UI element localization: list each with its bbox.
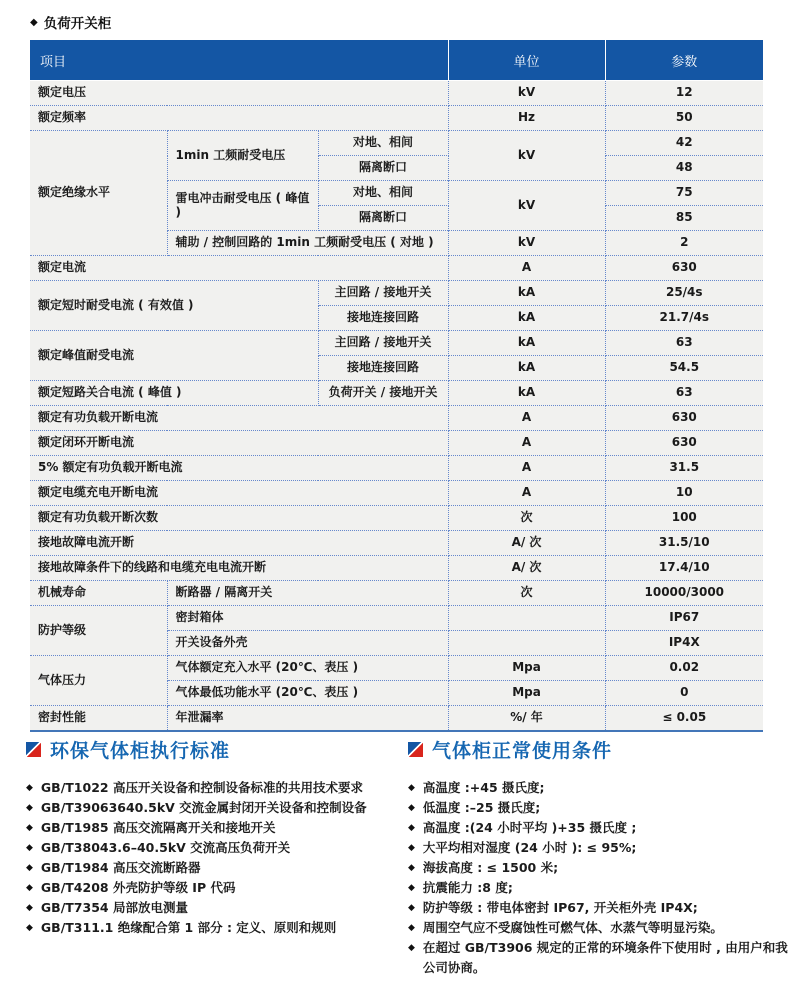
table-cell: 主回路 / 接地开关 bbox=[318, 331, 448, 356]
table-cell: 气体压力 bbox=[30, 656, 167, 706]
table-cell: kV bbox=[448, 131, 605, 181]
table-row bbox=[30, 481, 763, 506]
list-item-text: 海拔高度 : ≤ 1500 米; bbox=[422, 860, 559, 875]
list-item bbox=[408, 818, 788, 838]
table-cell: kA bbox=[448, 331, 605, 356]
table-cell: 接地故障条件下的线路和电缆充电电流开断 bbox=[30, 556, 448, 581]
list-item-text: 抗震能力 :8 度; bbox=[422, 880, 513, 895]
table-cell: 额定电缆充电开断电流 bbox=[30, 481, 448, 506]
diamond-bullet-icon: ◆ bbox=[408, 923, 415, 933]
table-cell: 防护等级 bbox=[30, 606, 167, 656]
list-item bbox=[408, 938, 788, 978]
diamond-bullet-icon: ◆ bbox=[408, 883, 415, 893]
table-cell: 31.5/10 bbox=[605, 531, 763, 556]
list-item bbox=[26, 898, 391, 918]
table-cell: kV bbox=[448, 81, 605, 106]
standards-section bbox=[26, 736, 391, 938]
table-cell: 630 bbox=[605, 406, 763, 431]
table-cell: 接地连接回路 bbox=[318, 306, 448, 331]
table-cell: 42 bbox=[605, 131, 763, 156]
table-cell: 31.5 bbox=[605, 456, 763, 481]
diamond-bullet-icon: ◆ bbox=[26, 863, 33, 873]
blue-red-flag-icon bbox=[26, 742, 41, 757]
table-cell: 0 bbox=[605, 681, 763, 706]
spec-table-body bbox=[30, 81, 763, 731]
table-cell: 额定有功负载开断次数 bbox=[30, 506, 448, 531]
table-cell: 2 bbox=[605, 231, 763, 256]
diamond-bullet-icon: ◆ bbox=[26, 903, 33, 913]
table-cell: 100 bbox=[605, 506, 763, 531]
table-row bbox=[30, 106, 763, 131]
table-row bbox=[30, 281, 763, 306]
diamond-bullet-icon: ◆ bbox=[408, 843, 415, 853]
table-cell: Hz bbox=[448, 106, 605, 131]
table-cell: 气体最低功能水平 (20℃、表压 ) bbox=[167, 681, 448, 706]
table-cell: 63 bbox=[605, 331, 763, 356]
table-cell: 额定短时耐受电流 ( 有效值 ) bbox=[30, 281, 318, 331]
diamond-bullet-icon: ◆ bbox=[26, 923, 33, 933]
table-cell: 50 bbox=[605, 106, 763, 131]
list-item-text: GB/T38043.6–40.5kV 交流高压负荷开关 bbox=[40, 840, 291, 855]
list-item-text: GB/T39063640.5kV 交流金属封闭开关设备和控制设备 bbox=[40, 800, 367, 815]
list-item bbox=[408, 778, 788, 798]
table-cell: 主回路 / 接地开关 bbox=[318, 281, 448, 306]
conditions-section-title bbox=[408, 736, 788, 763]
table-cell: Mpa bbox=[448, 681, 605, 706]
table-cell: 额定有功负载开断电流 bbox=[30, 406, 448, 431]
diamond-bullet-icon: ◆ bbox=[408, 863, 415, 873]
header-cell: 单位 bbox=[448, 40, 605, 81]
table-cell: 额定绝缘水平 bbox=[30, 131, 167, 256]
table-cell: 对地、相间 bbox=[318, 131, 448, 156]
list-item bbox=[408, 918, 788, 938]
diamond-bullet-icon: ◆ bbox=[26, 883, 33, 893]
table-cell: %/ 年 bbox=[448, 706, 605, 731]
table-cell: 12 bbox=[605, 81, 763, 106]
table-cell: 17.4/10 bbox=[605, 556, 763, 581]
page-title-text: 负荷开关柜 bbox=[43, 16, 112, 32]
table-cell: 气体额定充入水平 (20℃、表压 ) bbox=[167, 656, 448, 681]
page-title bbox=[30, 12, 111, 32]
diamond-bullet-icon: ◆ bbox=[30, 16, 38, 28]
table-cell: A/ 次 bbox=[448, 556, 605, 581]
table-cell: 次 bbox=[448, 581, 605, 606]
table-cell: 负荷开关 / 接地开关 bbox=[318, 381, 448, 406]
table-cell: 隔离断口 bbox=[318, 156, 448, 181]
table-cell: 密封箱体 bbox=[167, 606, 448, 631]
diamond-bullet-icon: ◆ bbox=[408, 943, 415, 953]
table-cell: 额定峰值耐受电流 bbox=[30, 331, 318, 381]
spec-table-wrap bbox=[30, 40, 763, 732]
table-header-row bbox=[30, 40, 763, 81]
header-cell: 项目 bbox=[30, 40, 448, 81]
table-row bbox=[30, 656, 763, 681]
table-cell: 开关设备外壳 bbox=[167, 631, 448, 656]
spec-table bbox=[30, 40, 763, 730]
standards-list bbox=[26, 778, 391, 938]
table-cell: A bbox=[448, 456, 605, 481]
diamond-bullet-icon: ◆ bbox=[26, 823, 33, 833]
list-item bbox=[26, 858, 391, 878]
table-row bbox=[30, 406, 763, 431]
table-cell: 辅助 / 控制回路的 1min 工频耐受电压 ( 对地 ) bbox=[167, 231, 448, 256]
table-cell bbox=[448, 606, 605, 631]
table-cell: 630 bbox=[605, 431, 763, 456]
table-cell: 雷电冲击耐受电压 ( 峰值 ) bbox=[167, 181, 318, 231]
list-item-text: GB/T311.1 绝缘配合第 1 部分 : 定义、原则和规则 bbox=[40, 920, 337, 935]
table-row bbox=[30, 506, 763, 531]
list-item-text: 高温度 :(24 小时平均 )+35 摄氏度 ; bbox=[422, 820, 637, 835]
table-cell: 接地连接回路 bbox=[318, 356, 448, 381]
list-item bbox=[26, 798, 391, 818]
list-item-text: 大平均相对湿度 (24 小时 ): ≤ 95%; bbox=[422, 840, 637, 855]
table-row bbox=[30, 256, 763, 281]
table-cell: 年泄漏率 bbox=[167, 706, 448, 731]
table-cell: 21.7/4s bbox=[605, 306, 763, 331]
standards-section-title bbox=[26, 736, 391, 763]
table-cell: A bbox=[448, 431, 605, 456]
list-item bbox=[26, 778, 391, 798]
table-cell bbox=[448, 631, 605, 656]
table-row bbox=[30, 331, 763, 356]
list-item bbox=[408, 858, 788, 878]
table-cell: IP4X bbox=[605, 631, 763, 656]
table-cell: 次 bbox=[448, 506, 605, 531]
table-cell: A bbox=[448, 481, 605, 506]
table-cell: kA bbox=[448, 306, 605, 331]
table-row bbox=[30, 706, 763, 731]
table-cell: kV bbox=[448, 231, 605, 256]
list-item bbox=[408, 838, 788, 858]
standards-title-text: 环保气体柜执行标准 bbox=[50, 740, 231, 762]
diamond-bullet-icon: ◆ bbox=[26, 783, 33, 793]
list-item-text: GB/T4208 外壳防护等级 IP 代码 bbox=[40, 880, 236, 895]
table-cell: 10 bbox=[605, 481, 763, 506]
diamond-bullet-icon: ◆ bbox=[408, 803, 415, 813]
table-cell: 额定电流 bbox=[30, 256, 448, 281]
list-item bbox=[26, 838, 391, 858]
list-item bbox=[408, 898, 788, 918]
table-cell: 5% 额定有功负载开断电流 bbox=[30, 456, 448, 481]
table-cell: 额定频率 bbox=[30, 106, 448, 131]
list-item-text: GB/T7354 局部放电测量 bbox=[40, 900, 188, 915]
table-cell: 机械寿命 bbox=[30, 581, 167, 606]
diamond-bullet-icon: ◆ bbox=[26, 843, 33, 853]
table-row bbox=[30, 131, 763, 156]
list-item-text: GB/T1022 高压开关设备和控制设备标准的共用技术要求 bbox=[40, 780, 363, 795]
list-item bbox=[26, 818, 391, 838]
list-item bbox=[26, 918, 391, 938]
table-cell: ≤ 0.05 bbox=[605, 706, 763, 731]
list-item-text: 低温度 :–25 摄氏度; bbox=[422, 800, 541, 815]
table-cell: 10000/3000 bbox=[605, 581, 763, 606]
table-cell: 密封性能 bbox=[30, 706, 167, 731]
list-item-text: 高温度 :+45 摄氏度; bbox=[422, 780, 545, 795]
table-cell: Mpa bbox=[448, 656, 605, 681]
diamond-bullet-icon: ◆ bbox=[408, 823, 415, 833]
conditions-title-text: 气体柜正常使用条件 bbox=[432, 740, 613, 762]
table-cell: 48 bbox=[605, 156, 763, 181]
table-row bbox=[30, 581, 763, 606]
table-cell: A bbox=[448, 406, 605, 431]
table-row bbox=[30, 81, 763, 106]
list-item-text: GB/T1985 高压交流隔离开关和接地开关 bbox=[40, 820, 276, 835]
table-row bbox=[30, 606, 763, 631]
table-cell: 85 bbox=[605, 206, 763, 231]
table-cell: kA bbox=[448, 356, 605, 381]
list-item-text: 防护等级 : 带电体密封 IP67, 开关柜外壳 IP4X; bbox=[422, 900, 698, 915]
table-row bbox=[30, 381, 763, 406]
table-cell: 额定短路关合电流 ( 峰值 ) bbox=[30, 381, 318, 406]
table-cell: 断路器 / 隔离开关 bbox=[167, 581, 448, 606]
table-cell: 75 bbox=[605, 181, 763, 206]
table-cell: 额定闭环开断电流 bbox=[30, 431, 448, 456]
table-cell: 25/4s bbox=[605, 281, 763, 306]
table-cell: 1min 工频耐受电压 bbox=[167, 131, 318, 181]
list-item-text: 周围空气应不受腐蚀性可燃气体、水蒸气等明显污染。 bbox=[422, 920, 723, 935]
table-row bbox=[30, 531, 763, 556]
table-cell: 隔离断口 bbox=[318, 206, 448, 231]
table-cell: 54.5 bbox=[605, 356, 763, 381]
list-item-text: GB/T1984 高压交流断路器 bbox=[40, 860, 201, 875]
table-cell: kA bbox=[448, 381, 605, 406]
table-cell: 对地、相间 bbox=[318, 181, 448, 206]
list-item bbox=[408, 878, 788, 898]
table-cell: 额定电压 bbox=[30, 81, 448, 106]
table-row bbox=[30, 431, 763, 456]
spec-table-head bbox=[30, 40, 763, 81]
diamond-bullet-icon: ◆ bbox=[408, 783, 415, 793]
table-cell: 630 bbox=[605, 256, 763, 281]
conditions-section bbox=[408, 736, 788, 978]
diamond-bullet-icon: ◆ bbox=[408, 903, 415, 913]
conditions-list bbox=[408, 778, 788, 978]
table-row bbox=[30, 556, 763, 581]
list-item bbox=[26, 878, 391, 898]
header-cell: 参数 bbox=[605, 40, 763, 81]
table-cell: A/ 次 bbox=[448, 531, 605, 556]
list-item bbox=[408, 798, 788, 818]
table-cell: kV bbox=[448, 181, 605, 231]
table-cell: kA bbox=[448, 281, 605, 306]
table-cell: 接地故障电流开断 bbox=[30, 531, 448, 556]
diamond-bullet-icon: ◆ bbox=[26, 803, 33, 813]
table-row bbox=[30, 456, 763, 481]
table-cell: 0.02 bbox=[605, 656, 763, 681]
table-cell: A bbox=[448, 256, 605, 281]
blue-red-flag-icon bbox=[408, 742, 423, 757]
list-item-text: 在超过 GB/T3906 规定的正常的环境条件下使用时 , 由用户和我公司协商。 bbox=[422, 940, 788, 975]
table-cell: 63 bbox=[605, 381, 763, 406]
table-cell: IP67 bbox=[605, 606, 763, 631]
